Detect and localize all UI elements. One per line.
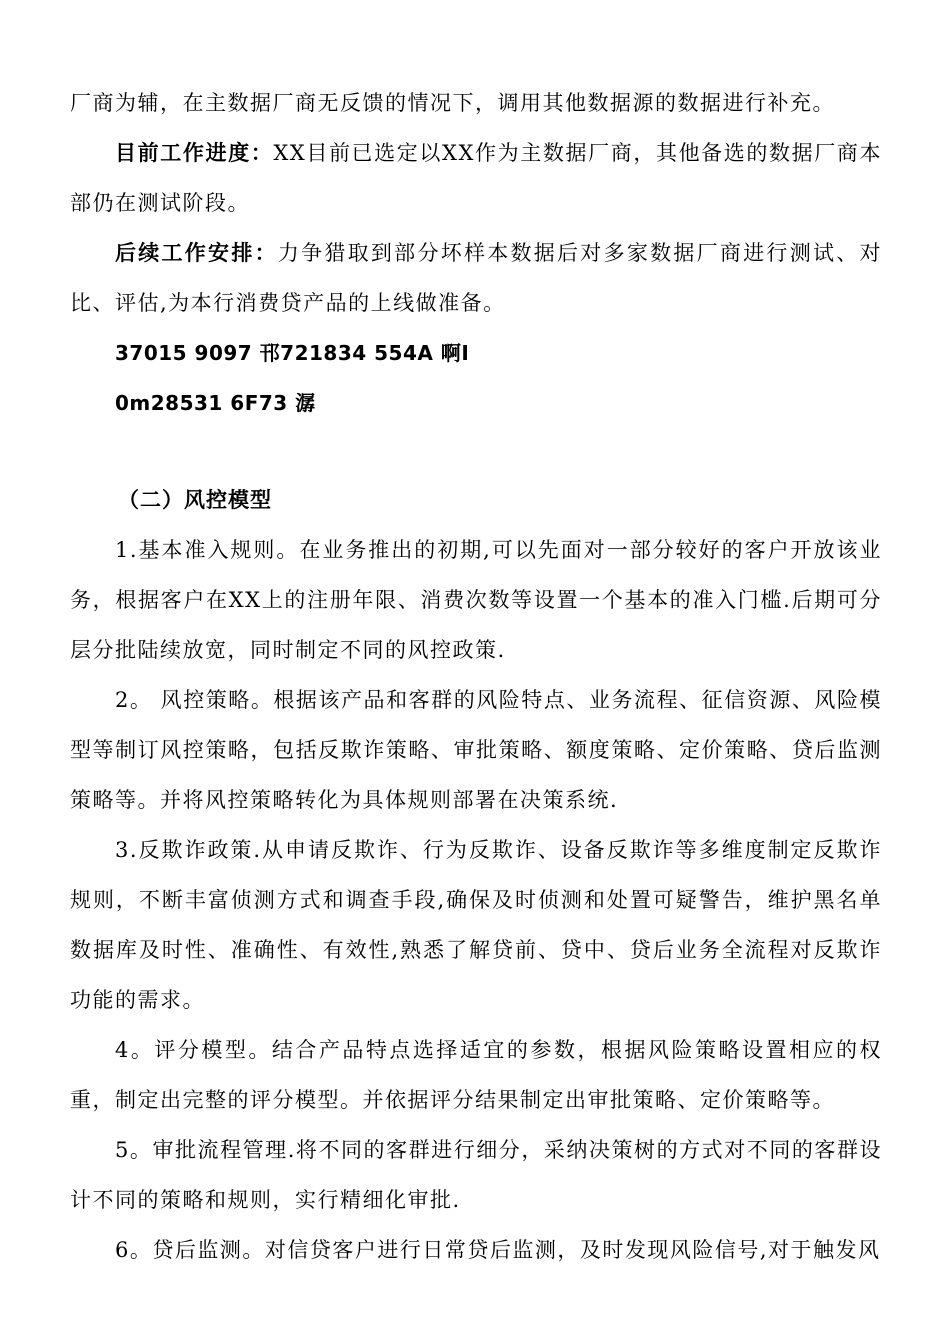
section-item-1: 1.基本准入规则。在业务推出的初期,可以先面对一部分较好的客户开放该业务，根据客户在XX上的注册年限、消费次数等设置一个基本的准入门槛.后期可分层分批陆续放宽，同时制定不同的风控政策. bbox=[70, 538, 882, 662]
next-steps-text: 力争猎取到部分坏样本数据后对多家数据厂商进行测试、对比、评估,为本行消费贷产品的上线做准备。 bbox=[70, 241, 882, 315]
progress-label: 目前工作进度： bbox=[115, 140, 274, 165]
code-line-1: 37015 9097 邗721834 554A 啊I bbox=[115, 341, 470, 365]
section-item-4: 4。评分模型。结合产品特点选择适宜的参数，根据风险策略设置相应的权重，制定出完整的评分模型。并依据评分结果制定出审批策略、定价策略等。 bbox=[70, 1038, 882, 1112]
paragraph-progress bbox=[70, 128, 882, 228]
section-item-6: 6。贷后监测。对信贷客户进行日常贷后监测，及时发现风险信号,对于触发风 bbox=[115, 1238, 881, 1262]
paragraph-continuation: 厂商为辅，在主数据厂商无反馈的情况下，调用其他数据源的数据进行补充。 bbox=[70, 91, 835, 115]
blank-spacer bbox=[70, 428, 882, 475]
section-item-2: 2。 风控策略。根据该产品和客群的风险特点、业务流程、征信资源、风险模型等制订风控策略，包括反欺诈策略、审批策略、额度策略、定价策略、贷后监测策略等。并将风控策略转化为具体规则部署在决策系统. bbox=[70, 688, 882, 812]
section-item-5: 5。审批流程管理.将不同的客群进行细分，采纳决策树的方式对不同的客群设计不同的策略和规则，实行精细化审批. bbox=[70, 1138, 882, 1212]
progress-text: XX目前已选定以XX作为主数据厂商，其他备选的数据厂商本部仍在测试阶段。 bbox=[70, 141, 882, 215]
paragraph-next-steps bbox=[70, 228, 882, 328]
section-item-3: 3.反欺诈政策.从申请反欺诈、行为反欺诈、设备反欺诈等多维度制定反欺诈规则，不断丰富侦测方式和调查手段,确保及时侦测和处置可疑警告，维护黑名单数据库及时性、准确性、有效性,熟悉了解贷前、贷中、贷后业务全流程对反欺诈功能的需求。 bbox=[70, 838, 882, 1012]
document-page bbox=[70, 78, 882, 1275]
code-line-2: 0m28531 6F73 潺 bbox=[115, 391, 316, 415]
next-steps-label: 后续工作安排： bbox=[115, 240, 278, 265]
section-heading: （二）风控模型 bbox=[118, 487, 272, 512]
